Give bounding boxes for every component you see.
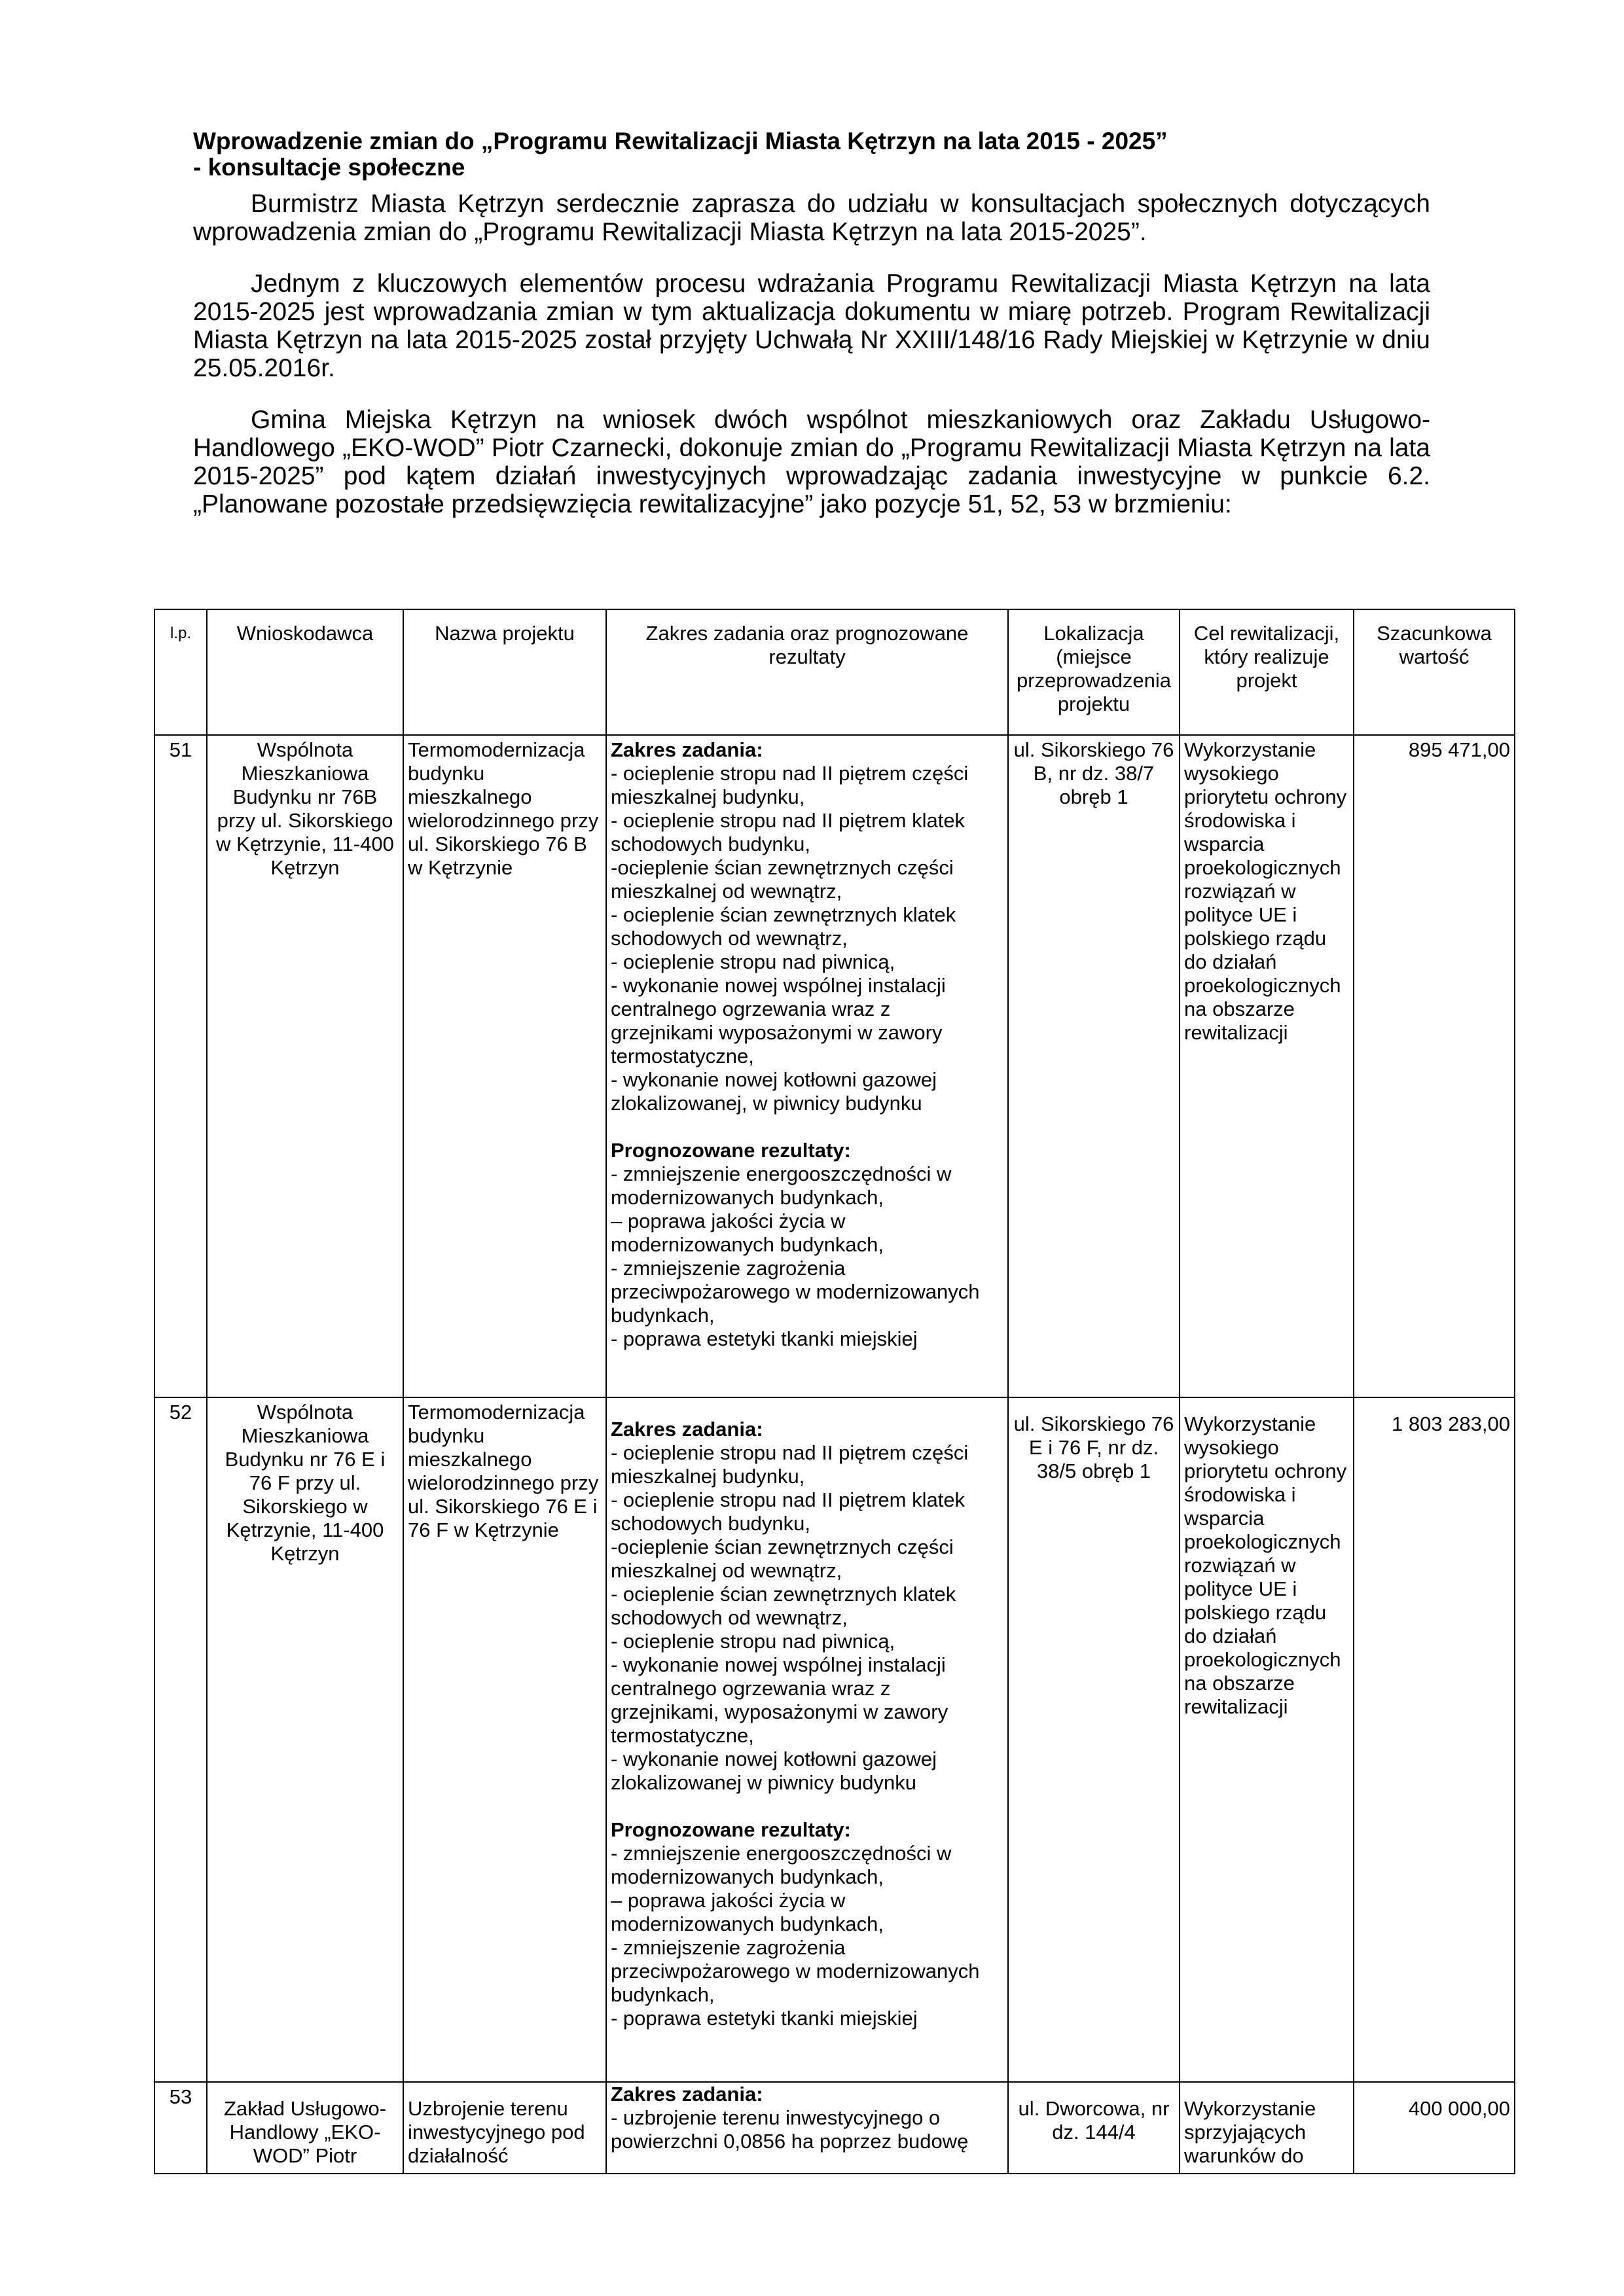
result-line: - zmniejszenie zagrożenia [611,1936,846,1959]
title-line-2: - konsultacje społeczne [193,154,465,181]
scope-line: mieszkalnej budynku, [611,1465,805,1488]
header-location: Lokalizacja (miejsce przeprowadzenia projektu [1008,609,1180,735]
scope-line: schodowych budynku, [611,833,811,855]
document-body [193,128,1430,518]
row-location: ul. Sikorskiego 76 B, nr dz. 38/7 obręb 1 [1008,735,1180,1397]
scope-heading: Zakres zadania: [611,2083,763,2106]
row-value: 400 000,00 [1354,2082,1515,2174]
scope-line: zlokalizowanej, w piwnicy budynku [611,1092,922,1115]
scope-line: - uzbrojenie terenu inwestycyjnego o [611,2106,941,2129]
result-line: - zmniejszenie zagrożenia [611,1257,846,1280]
row-scope [606,2082,1008,2174]
scope-line: - wykonanie nowej wspólnej instalacji [611,1653,946,1676]
row-goal: Wykorzystanie sprzyjających warunków do [1180,2082,1354,2174]
scope-line: - wykonanie nowej wspólnej instalacji [611,974,946,997]
header-lp: l.p. [154,609,207,735]
table-header-row [154,609,1515,735]
table-row [154,2082,1515,2174]
projects-table [154,609,1515,2174]
scope-line: grzejnikami, wyposażonymi w zawory [611,1700,948,1723]
row-scope [606,1397,1008,2082]
header-value: Szacunkowa wartość [1354,609,1515,735]
row-applicant: Zakład Usługowo-Handlowy „EKO-WOD” Piotr [207,2082,403,2174]
row-lp: 52 [154,1397,207,2082]
result-line: modernizowanych budynkach, [611,1233,884,1256]
scope-line: - ocieplenie stropu nad II piętrem klatek [611,1488,965,1511]
row-applicant: Wspólnota Mieszkaniowa Budynku nr 76B przy ul. Sikorskiego w Kętrzynie, 11-400 Kętrzyn [207,735,403,1397]
results-heading: Prognozowane rezultaty: [611,1818,851,1841]
scope-line: - ocieplenie stropu nad piwnicą, [611,950,895,973]
result-line: - poprawa estetyki tkanki miejskiej [611,1327,918,1350]
scope-heading: Zakres zadania: [611,738,763,761]
row-goal: Wykorzystanie wysokiego priorytetu ochrony środowiska i wsparcia proekologicznych rozwiązań w polityce UE i polskiego rządu do działań proekologicznych na obszarze rewitalizacji [1180,1397,1354,2082]
header-goal: Cel rewitalizacji, który realizuje projekt [1180,609,1354,735]
paragraph-changes: Gmina Miejska Kętrzyn na wniosek dwóch wspólnot mieszkaniowych oraz Zakładu Usługowo-Handlowego „EKO-WOD” Piotr Czarnecki, dokonuje zmian do „Programu Rewitalizacji Miasta Kętrzyn na lata 2015-2025” pod kątem działań inwestycyjnych wprowadzając zadania inwestycyjne w punkcie 6.2. „Planowane pozostałe przedsięwzięcia rewitalizacyjne” jako pozycje 51, 52, 53 w brzmieniu: [193,406,1430,518]
scope-line: mieszkalnej od wewnątrz, [611,880,842,903]
result-line: modernizowanych budynkach, [611,1186,884,1209]
spacer [611,1795,1003,1818]
row-scope [606,735,1008,1397]
result-line: modernizowanych budynkach, [611,1865,884,1888]
scope-line: centralnego ogrzewania wraz z [611,1677,891,1700]
result-line: - poprawa estetyki tkanki miejskiej [611,2007,918,2030]
row-lp: 51 [154,735,207,1397]
header-applicant: Wnioskodawca [207,609,403,735]
scope-line: -ocieplenie ścian zewnętrznych części [611,1535,954,1558]
results-heading: Prognozowane rezultaty: [611,1139,851,1162]
row-project-name: Termomodernizacja budynku mieszkalnego wielorodzinnego przy ul. Sikorskiego 76 E i 76 F w Kętrzynie [403,1397,606,2082]
spacer [611,1115,1003,1139]
result-line: modernizowanych budynkach, [611,1912,884,1935]
header-project-name: Nazwa projektu [403,609,606,735]
scope-line: termostatyczne, [611,1724,754,1747]
row-location: ul. Dworcowa, nr dz. 144/4 [1008,2082,1180,2174]
row-project-name: Uzbrojenie terenu inwestycyjnego pod działalność [403,2082,606,2174]
scope-line: grzejnikami wyposażonymi w zawory [611,1021,943,1044]
result-line: – poprawa jakości życia w [611,1210,846,1232]
result-line: - zmniejszenie energooszczędności w [611,1162,952,1185]
scope-line: centralnego ogrzewania wraz z [611,997,891,1020]
paragraph-program-info: Jednym z kluczowych elementów procesu wdrażania Programu Rewitalizacji Miasta Kętrzyn na lata 2015-2025 jest wprowadzania zmian w tym aktualizacja dokumentu w miarę potrzeb. Program Rewitalizacji Miasta Kętrzyn na lata 2015-2025 został przyjęty Uchwałą Nr XXIII/148/16 Rady Miejskiej w Kętrzynie w dniu 25.05.2016r. [193,270,1430,382]
scope-line: -ocieplenie ścian zewnętrznych części [611,856,954,879]
result-line: - zmniejszenie energooszczędności w [611,1842,952,1865]
title-line-1: Wprowadzenie zmian do „Programu Rewitalizacji Miasta Kętrzyn na lata 2015 - 2025” [193,128,1168,154]
result-line: przeciwpożarowego w modernizowanych [611,1960,980,1982]
row-value: 1 803 283,00 [1354,1397,1515,2082]
scope-line: mieszkalnej od wewnątrz, [611,1559,842,1582]
row-project-name: Termomodernizacja budynku mieszkalnego wielorodzinnego przy ul. Sikorskiego 76 B w Kętrzynie [403,735,606,1397]
document-title [193,128,1430,181]
scope-line: - ocieplenie ścian zewnętrznych klatek [611,903,956,926]
scope-line: - ocieplenie stropu nad II piętrem części [611,1441,969,1464]
scope-line: schodowych od wewnątrz, [611,927,848,950]
scope-line: - ocieplenie stropu nad II piętrem klatek [611,809,965,832]
scope-line: termostatyczne, [611,1045,754,1067]
row-lp: 53 [154,2082,207,2174]
result-line: przeciwpożarowego w modernizowanych [611,1280,980,1303]
scope-line: zlokalizowanej w piwnicy budynku [611,1771,916,1794]
scope-line: powierzchni 0,0856 ha poprzez budowę [611,2130,969,2153]
scope-line: - ocieplenie stropu nad piwnicą, [611,1630,895,1653]
result-line: budynkach, [611,1304,715,1327]
scope-line: - wykonanie nowej kotłowni gazowej [611,1748,937,1770]
scope-line: - ocieplenie ścian zewnętrznych klatek [611,1583,956,1605]
row-value: 895 471,00 [1354,735,1515,1397]
row-location: ul. Sikorskiego 76 E i 76 F, nr dz. 38/5 obręb 1 [1008,1397,1180,2082]
scope-line: mieszkalnej budynku, [611,785,805,808]
scope-line: schodowych od wewnątrz, [611,1606,848,1629]
scope-line: schodowych budynku, [611,1512,811,1535]
row-applicant: Wspólnota Mieszkaniowa Budynku nr 76 E i 76 F przy ul. Sikorskiego w Kętrzynie, 11-400 Kętrzyn [207,1397,403,2082]
paragraph-invitation: Burmistrz Miasta Kętrzyn serdecznie zaprasza do udziału w konsultacjach społecznych dotyczących wprowadzenia zmian do „Programu Rewitalizacji Miasta Kętrzyn na lata 2015-2025”. [193,190,1430,246]
row-goal: Wykorzystanie wysokiego priorytetu ochrony środowiska i wsparcia proekologicznych rozwiązań w polityce UE i polskiego rządu do działań proekologicznych na obszarze rewitalizacji [1180,735,1354,1397]
scope-line: - ocieplenie stropu nad II piętrem części [611,762,969,785]
result-line: – poprawa jakości życia w [611,1889,846,1912]
table-row [154,1397,1515,2082]
header-scope: Zakres zadania oraz prognozowane rezultaty [606,609,1008,735]
result-line: budynkach, [611,1983,715,2006]
table-row [154,735,1515,1397]
scope-line: - wykonanie nowej kotłowni gazowej [611,1068,937,1091]
scope-heading: Zakres zadania: [611,1418,763,1441]
